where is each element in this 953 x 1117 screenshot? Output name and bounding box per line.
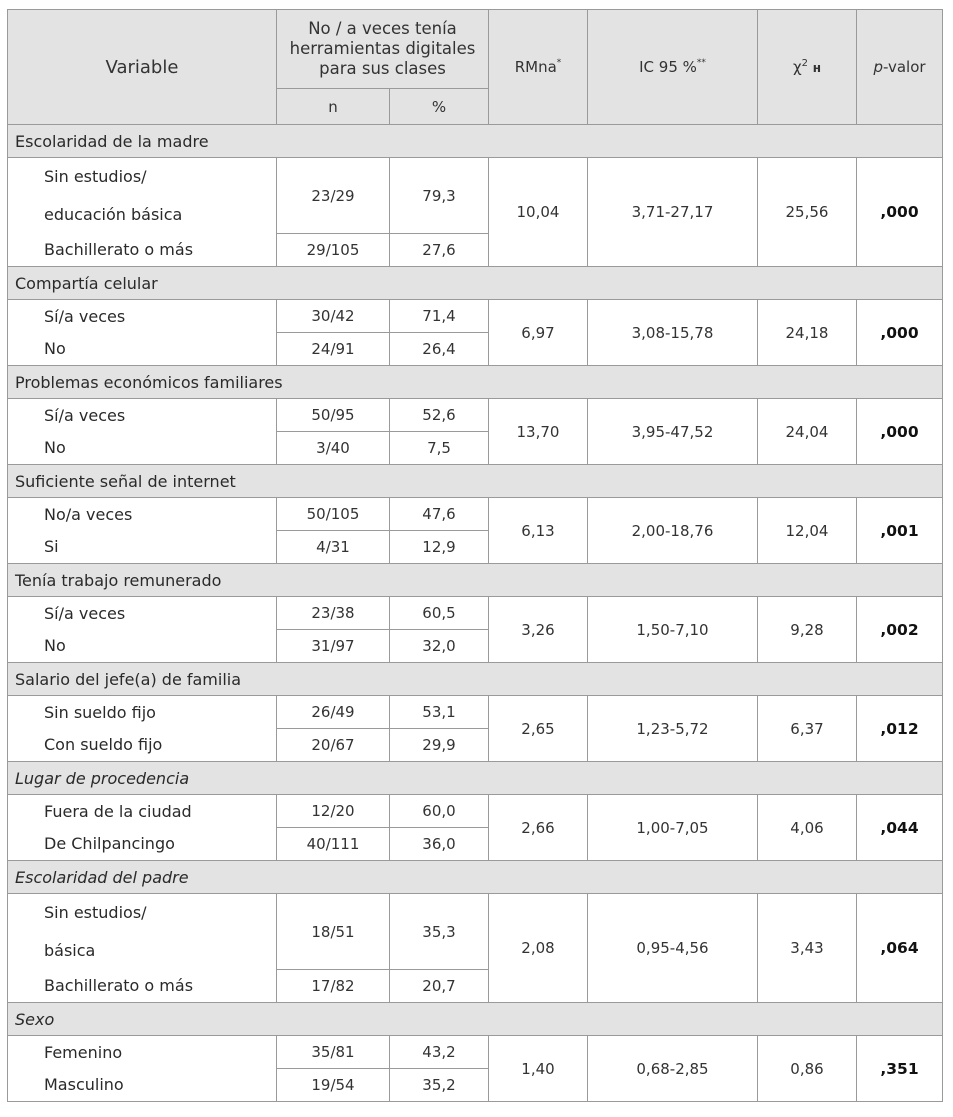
row-label: Sí/a veces xyxy=(8,300,277,333)
row-label: Sin estudios/ xyxy=(8,158,277,196)
cell-ic95: 3,08-15,78 xyxy=(588,300,758,366)
cell-ic95: 1,50-7,10 xyxy=(588,597,758,663)
cell-percent: 47,6 xyxy=(390,498,489,531)
cell-p-value: ,044 xyxy=(857,795,943,861)
cell-ic95: 1,00-7,05 xyxy=(588,795,758,861)
cell-percent: 35,2 xyxy=(390,1069,489,1102)
cell-ic95: 3,71-27,17 xyxy=(588,158,758,267)
group-title: Escolaridad de la madre xyxy=(8,125,943,158)
table-row xyxy=(8,399,943,432)
cell-p-value: ,002 xyxy=(857,597,943,663)
cell-rmna: 2,66 xyxy=(489,795,588,861)
cell-p-value: ,012 xyxy=(857,696,943,762)
cell-n: 17/82 xyxy=(277,970,390,1003)
results-table xyxy=(7,9,943,1102)
cell-percent: 32,0 xyxy=(390,630,489,663)
header-digital-tools: No / a veces tenía herramientas digitales para sus clases xyxy=(277,10,489,89)
header-p-value: p-valor xyxy=(857,10,943,125)
header-variable: Variable xyxy=(8,10,277,125)
header-rmna: RMna* xyxy=(489,10,588,125)
cell-ic95: 3,95-47,52 xyxy=(588,399,758,465)
group-row xyxy=(8,1003,943,1036)
group-row xyxy=(8,125,943,158)
cell-percent: 27,6 xyxy=(390,234,489,267)
row-label: Fuera de la ciudad xyxy=(8,795,277,828)
cell-n: 24/91 xyxy=(277,333,390,366)
row-label: Sí/a veces xyxy=(8,597,277,630)
group-title: Problemas económicos familiares xyxy=(8,366,943,399)
cell-n: 20/67 xyxy=(277,729,390,762)
cell-chi: 4,06 xyxy=(758,795,857,861)
cell-rmna: 3,26 xyxy=(489,597,588,663)
row-label: Con sueldo fijo xyxy=(8,729,277,762)
cell-rmna: 2,65 xyxy=(489,696,588,762)
cell-chi: 12,04 xyxy=(758,498,857,564)
row-label: Bachillerato o más xyxy=(8,970,277,1003)
row-label: Sin estudios/ xyxy=(8,894,277,932)
cell-percent: 71,4 xyxy=(390,300,489,333)
cell-n: 30/42 xyxy=(277,300,390,333)
table-row xyxy=(8,498,943,531)
cell-n: 50/95 xyxy=(277,399,390,432)
cell-percent: 29,9 xyxy=(390,729,489,762)
cell-rmna: 1,40 xyxy=(489,1036,588,1102)
table-row xyxy=(8,597,943,630)
cell-percent: 53,1 xyxy=(390,696,489,729)
cell-rmna: 6,97 xyxy=(489,300,588,366)
group-title: Suficiente señal de internet xyxy=(8,465,943,498)
table-row xyxy=(8,1036,943,1069)
group-row xyxy=(8,465,943,498)
cell-percent: 7,5 xyxy=(390,432,489,465)
row-label: Masculino xyxy=(8,1069,277,1102)
row-label: básica xyxy=(8,932,277,970)
table-row xyxy=(8,300,943,333)
group-row xyxy=(8,366,943,399)
table-row xyxy=(8,158,943,196)
cell-rmna: 13,70 xyxy=(489,399,588,465)
cell-chi: 24,04 xyxy=(758,399,857,465)
cell-n: 3/40 xyxy=(277,432,390,465)
cell-n: 23/38 xyxy=(277,597,390,630)
cell-n: 12/20 xyxy=(277,795,390,828)
cell-p-value: ,000 xyxy=(857,158,943,267)
cell-chi: 6,37 xyxy=(758,696,857,762)
table-row xyxy=(8,696,943,729)
cell-rmna: 2,08 xyxy=(489,894,588,1003)
cell-ic95: 1,23-5,72 xyxy=(588,696,758,762)
header-chi-square: $\chi^2$ ʜ xyxy=(758,10,857,125)
cell-ic95: 2,00-18,76 xyxy=(588,498,758,564)
cell-ic95: 0,68-2,85 xyxy=(588,1036,758,1102)
table-row xyxy=(8,894,943,932)
cell-ic95: 0,95-4,56 xyxy=(588,894,758,1003)
cell-n: 23/29 xyxy=(277,158,390,234)
cell-p-value: ,001 xyxy=(857,498,943,564)
row-label: Sí/a veces xyxy=(8,399,277,432)
group-row xyxy=(8,267,943,300)
cell-n: 50/105 xyxy=(277,498,390,531)
cell-percent: 52,6 xyxy=(390,399,489,432)
cell-p-value: ,000 xyxy=(857,399,943,465)
group-row xyxy=(8,762,943,795)
header-percent: % xyxy=(390,89,489,125)
cell-chi: 25,56 xyxy=(758,158,857,267)
cell-percent: 36,0 xyxy=(390,828,489,861)
row-label: No xyxy=(8,432,277,465)
cell-n: 40/111 xyxy=(277,828,390,861)
row-label: educación básica xyxy=(8,196,277,234)
header-n: n xyxy=(277,89,390,125)
cell-n: 35/81 xyxy=(277,1036,390,1069)
group-row xyxy=(8,564,943,597)
row-label: No xyxy=(8,333,277,366)
cell-percent: 43,2 xyxy=(390,1036,489,1069)
table-body xyxy=(8,125,943,1102)
group-title: Salario del jefe(a) de familia xyxy=(8,663,943,696)
table-row xyxy=(8,795,943,828)
group-title: Compartía celular xyxy=(8,267,943,300)
cell-n: 4/31 xyxy=(277,531,390,564)
group-row xyxy=(8,861,943,894)
cell-p-value: ,000 xyxy=(857,300,943,366)
cell-percent: 79,3 xyxy=(390,158,489,234)
cell-percent: 35,3 xyxy=(390,894,489,970)
cell-percent: 60,5 xyxy=(390,597,489,630)
group-title: Sexo xyxy=(8,1003,943,1036)
cell-chi: 9,28 xyxy=(758,597,857,663)
group-title: Lugar de procedencia xyxy=(8,762,943,795)
cell-chi: 3,43 xyxy=(758,894,857,1003)
cell-n: 18/51 xyxy=(277,894,390,970)
group-row xyxy=(8,663,943,696)
cell-rmna: 6,13 xyxy=(489,498,588,564)
header-ic95: IC 95 %** xyxy=(588,10,758,125)
group-title: Escolaridad del padre xyxy=(8,861,943,894)
cell-chi: 24,18 xyxy=(758,300,857,366)
cell-percent: 60,0 xyxy=(390,795,489,828)
row-label: Si xyxy=(8,531,277,564)
row-label: Bachillerato o más xyxy=(8,234,277,267)
cell-rmna: 10,04 xyxy=(489,158,588,267)
cell-n: 31/97 xyxy=(277,630,390,663)
row-label: Femenino xyxy=(8,1036,277,1069)
cell-p-value: ,351 xyxy=(857,1036,943,1102)
cell-n: 19/54 xyxy=(277,1069,390,1102)
row-label: No xyxy=(8,630,277,663)
group-title: Tenía trabajo remunerado xyxy=(8,564,943,597)
row-label: Sin sueldo fijo xyxy=(8,696,277,729)
row-label: De Chilpancingo xyxy=(8,828,277,861)
cell-chi: 0,86 xyxy=(758,1036,857,1102)
cell-percent: 26,4 xyxy=(390,333,489,366)
cell-percent: 20,7 xyxy=(390,970,489,1003)
cell-p-value: ,064 xyxy=(857,894,943,1003)
cell-n: 26/49 xyxy=(277,696,390,729)
row-label: No/a veces xyxy=(8,498,277,531)
cell-n: 29/105 xyxy=(277,234,390,267)
cell-percent: 12,9 xyxy=(390,531,489,564)
